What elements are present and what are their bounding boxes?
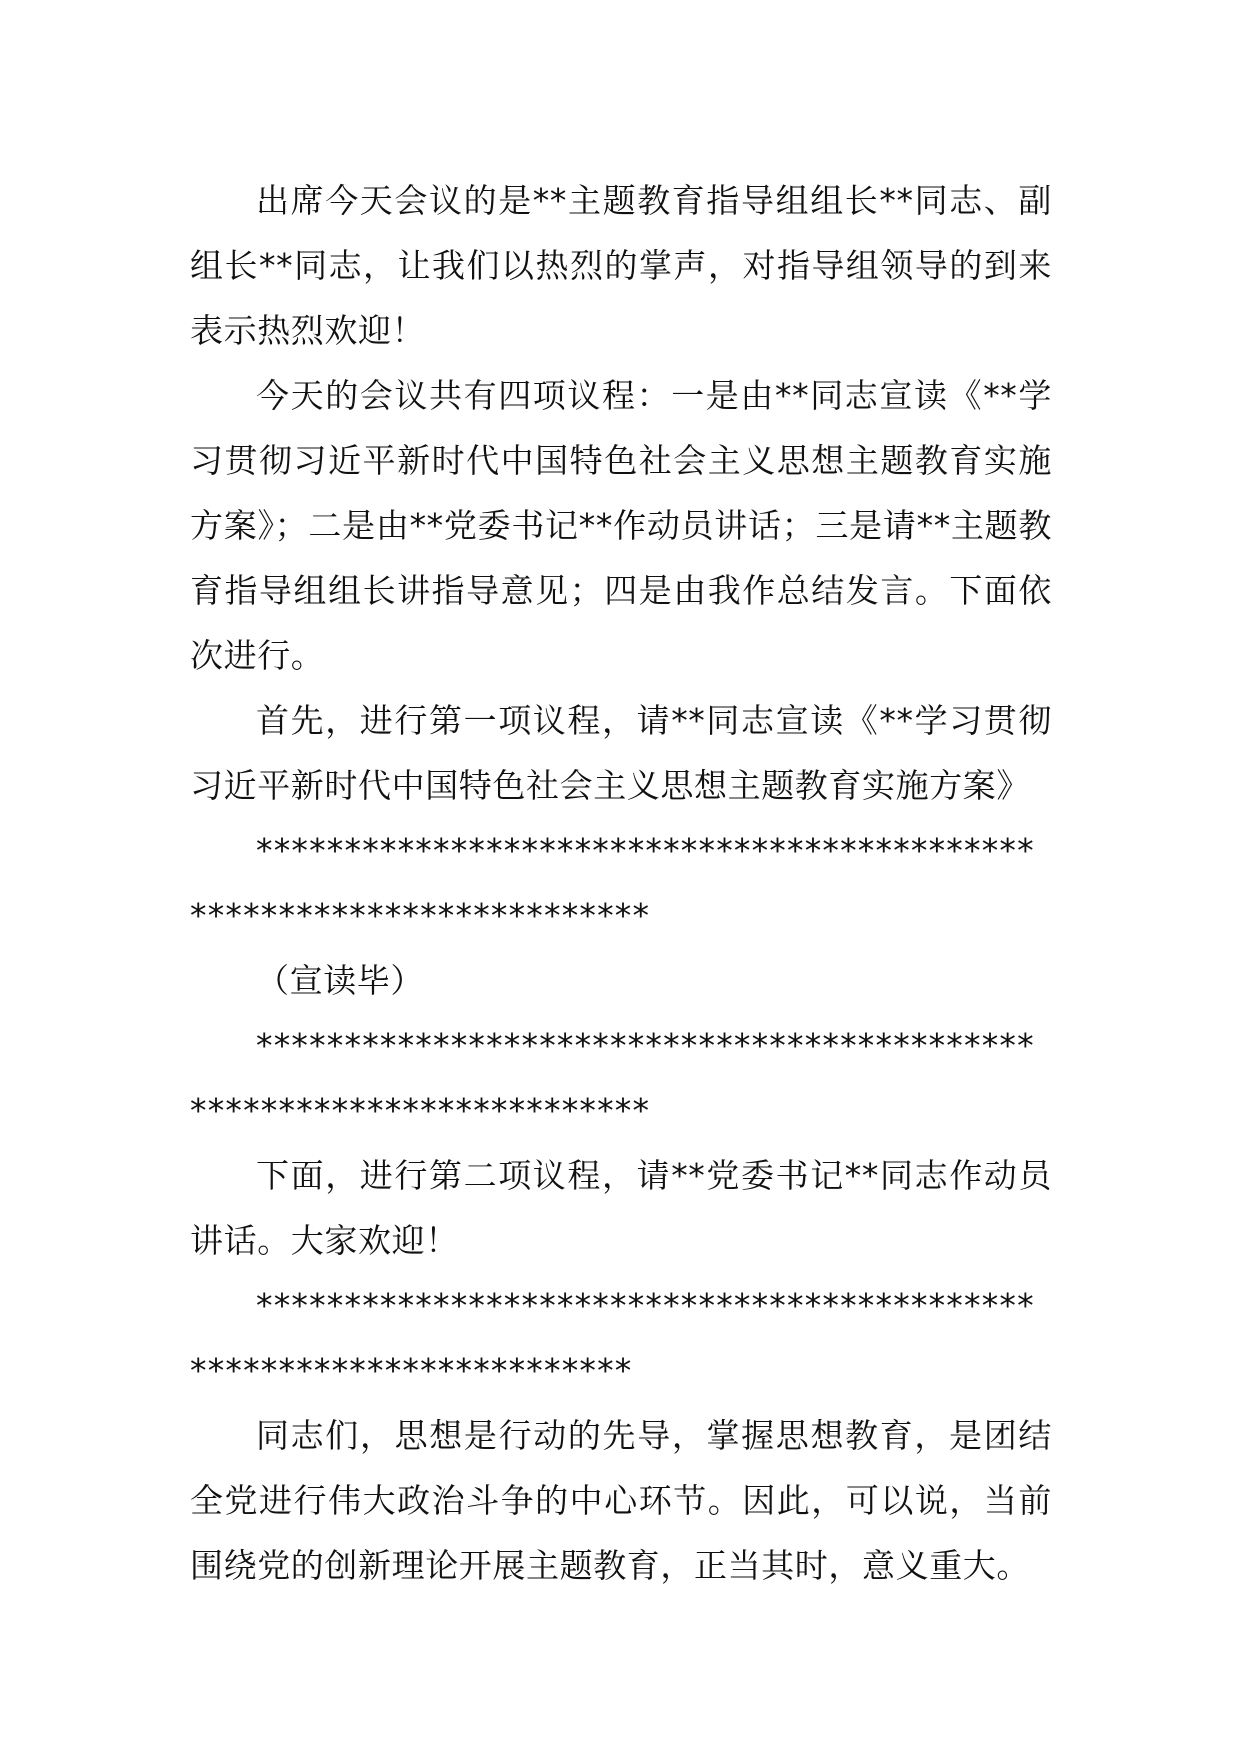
paragraph-comrades: 同志们，思想是行动的先导，掌握思想教育，是团结全党进行伟大政治斗争的中心环节。因此，可以说，当前围绕党的创新理论开展主题教育，正当其时，意义重大。 xyxy=(190,1416,1052,1585)
placeholder-stars-1: ********************************************************************** xyxy=(190,831,1035,935)
paragraph-reading-done: （宣读毕） xyxy=(256,961,424,1000)
document-body xyxy=(190,168,1052,1598)
paragraph-attendees: 出席今天会议的是**主题教育指导组组长**同志、副组长**同志，让我们以热烈的掌声，对指导组领导的到来表示热烈欢迎！ xyxy=(190,181,1052,350)
paragraph-agenda: 今天的会议共有四项议程：一是由**同志宣读《**学习贯彻习近平新时代中国特色社会主义思想主题教育实施方案》；二是由**党委书记**作动员讲话；三是请**主题教育指导组组长讲指导意见；四是由我作总结发言。下面依次进行。 xyxy=(190,376,1052,675)
paragraph-second-item: 下面，进行第二项议程，请**党委书记**同志作动员讲话。大家欢迎！ xyxy=(190,1156,1052,1260)
placeholder-stars-3: ********************************************************************* xyxy=(190,1286,1035,1390)
placeholder-stars-2: ********************************************************************** xyxy=(190,1026,1035,1130)
paragraph-first-item: 首先，进行第一项议程，请**同志宣读《**学习贯彻习近平新时代中国特色社会主义思想主题教育实施方案》 xyxy=(190,701,1052,805)
